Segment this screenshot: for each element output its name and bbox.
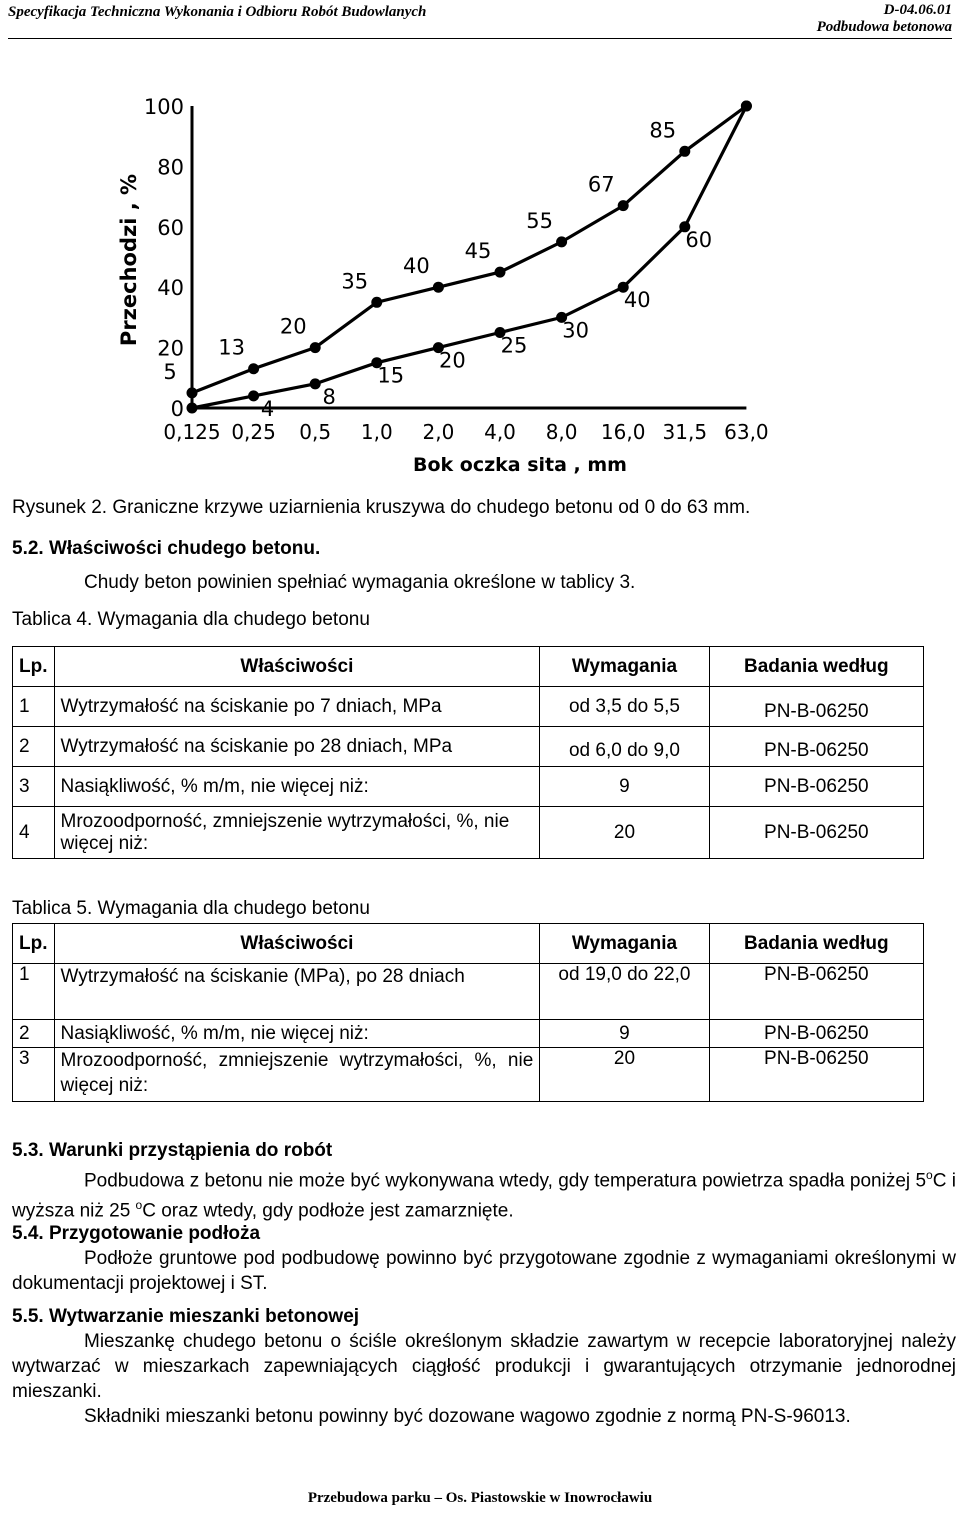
table4-r2-property: Wytrzymałość na ściskanie po 28 dniach, MPa bbox=[54, 727, 540, 767]
table-row bbox=[13, 727, 924, 767]
table5-title: Tablica 5. Wymagania dla chudego betonu bbox=[12, 898, 370, 919]
table4-header-properties: Właściwości bbox=[54, 647, 540, 687]
header-subject: Podbudowa betonowa bbox=[816, 19, 952, 35]
x-tick-label: 63,0 bbox=[724, 420, 769, 444]
table5-r1-test: PN-B-06250 bbox=[709, 964, 923, 1020]
section-5-3-text-a: Podbudowa z betonu nie może być wykonywana wtedy, gdy temperatura powietrza spadła poniżej 5 bbox=[84, 1170, 927, 1192]
table4-r2-lp: 2 bbox=[13, 727, 55, 767]
section-5-5-text-1: Mieszankę chudego betonu o ściśle określonym składzie zawartym w recepcie laboratoryjnej należy wytwarzać w mieszarkach zapewniających ciągłość produkcji i gwarantujących otrzymanie jednorodnej mieszanki. bbox=[12, 1331, 956, 1402]
table5-r3-property: Mrozoodporność, zmniejszenie wytrzymałości, %, nie więcej niż: bbox=[54, 1048, 540, 1102]
data-point-upper bbox=[310, 342, 321, 353]
data-point-upper bbox=[618, 200, 629, 211]
x-tick-label: 4,0 bbox=[484, 420, 516, 444]
section-5-4-heading: 5.4. Przygotowanie podłoża bbox=[12, 1223, 261, 1244]
x-tick-label: 0,25 bbox=[231, 420, 276, 444]
header-divider bbox=[8, 38, 952, 39]
table-row bbox=[13, 1020, 924, 1048]
section-5-3-heading: 5.3. Warunki przystąpienia do robót bbox=[12, 1140, 333, 1161]
data-point-upper bbox=[495, 267, 506, 278]
section-5-5 bbox=[12, 1304, 956, 1429]
table4-r4-property: Mrozoodporność, zmniejszenie wytrzymałości, %, nie więcej niż: bbox=[54, 807, 540, 859]
table4-r4-lp: 4 bbox=[13, 807, 55, 859]
y-tick-label: 0 bbox=[170, 397, 184, 421]
table5-r2-lp: 2 bbox=[13, 1020, 55, 1048]
table4-r1-lp: 1 bbox=[13, 687, 55, 727]
table4-header-tests: Badania według bbox=[709, 647, 923, 687]
section-5-4-text: Podłoże gruntowe pod podbudowę powinno być przygotowane zgodnie z wymaganiami określonymi w dokumentacji projektowej i ST. bbox=[12, 1248, 956, 1294]
table5-r3-lp: 3 bbox=[13, 1048, 55, 1102]
data-label-upper: 35 bbox=[341, 269, 369, 294]
table-row bbox=[13, 964, 924, 1020]
table4-r3-requirement: 9 bbox=[540, 767, 709, 807]
table5 bbox=[12, 923, 924, 1102]
data-point-lower bbox=[310, 378, 321, 389]
header-code-block bbox=[817, 2, 952, 36]
data-label-lower: 15 bbox=[377, 363, 405, 388]
section-5-3-text bbox=[12, 1163, 956, 1224]
table5-r2-test: PN-B-06250 bbox=[709, 1020, 923, 1048]
data-point-lower bbox=[248, 390, 259, 401]
grading-curves-chart bbox=[110, 70, 842, 480]
table4-r3-lp: 3 bbox=[13, 767, 55, 807]
table5-r3-requirement: 20 bbox=[540, 1048, 709, 1102]
data-label-upper: 40 bbox=[403, 254, 430, 279]
table4-r4-requirement: 20 bbox=[540, 807, 709, 859]
y-tick-label: 100 bbox=[143, 95, 184, 119]
table4 bbox=[12, 646, 924, 859]
x-tick-label: 0,5 bbox=[299, 420, 332, 444]
table4-r2-requirement: od 6,0 do 9,0 bbox=[540, 727, 709, 767]
y-tick-label: 40 bbox=[157, 276, 184, 301]
data-label-upper: 13 bbox=[218, 335, 245, 360]
degree-sup-2: o bbox=[135, 1198, 143, 1213]
data-label-lower: 20 bbox=[439, 348, 466, 373]
data-point-upper bbox=[679, 146, 690, 157]
table-row bbox=[13, 1048, 924, 1102]
table4-header-lp: Lp. bbox=[13, 647, 55, 687]
table5-r2-requirement: 9 bbox=[540, 1020, 709, 1048]
figure-caption: Rysunek 2. Graniczne krzywe uziarnienia kruszywa do chudego betonu od 0 do 63 mm. bbox=[12, 497, 751, 518]
table4-title: Tablica 4. Wymagania dla chudego betonu bbox=[12, 609, 370, 630]
table5-r1-lp: 1 bbox=[13, 964, 55, 1020]
data-label-lower: 60 bbox=[685, 227, 713, 252]
data-point-lower bbox=[741, 101, 752, 112]
section-5-2-text: Chudy beton powinien spełniać wymagania określone w tablicy 3. bbox=[84, 572, 636, 593]
x-tick-label: 2,0 bbox=[422, 420, 455, 444]
section-5-3-text-c: C oraz wtedy, gdy podłoże jest zamarznięte. bbox=[142, 1200, 514, 1222]
table5-header-tests: Badania według bbox=[709, 924, 923, 964]
table4-header-row bbox=[13, 647, 924, 687]
x-tick-label: 8,0 bbox=[545, 420, 578, 444]
section-5-3 bbox=[12, 1138, 956, 1224]
section-5-4 bbox=[12, 1221, 956, 1296]
table4-r4-test: PN-B-06250 bbox=[709, 807, 923, 859]
header-document-title: Specyfikacja Techniczna Wykonania i Odbioru Robót Budowlanych bbox=[8, 4, 427, 20]
table4-header-requirements: Wymagania bbox=[540, 647, 709, 687]
x-tick-label: 31,5 bbox=[662, 420, 708, 444]
data-label-lower: 8 bbox=[322, 384, 336, 409]
data-label-lower: 25 bbox=[500, 333, 528, 358]
table5-r1-requirement: od 19,0 do 22,0 bbox=[540, 964, 709, 1020]
data-point-upper bbox=[187, 387, 198, 398]
table4-r3-property: Nasiąkliwość, % m/m, nie więcej niż: bbox=[54, 767, 540, 807]
data-label-upper: 5 bbox=[163, 359, 177, 384]
data-label-upper: 55 bbox=[526, 208, 553, 233]
section-5-5-text-2: Składniki mieszanki betonu powinny być dozowane wagowo zgodnie z normą PN-S-96013. bbox=[84, 1406, 851, 1427]
table4-r1-property: Wytrzymałość na ściskanie po 7 dniach, MPa bbox=[54, 687, 540, 727]
table4-r2-test: PN-B-06250 bbox=[709, 727, 923, 767]
table5-r1-property: Wytrzymałość na ściskanie (MPa), po 28 dniach bbox=[54, 964, 540, 1020]
data-label-upper: 45 bbox=[464, 239, 492, 264]
table-row bbox=[13, 807, 924, 859]
data-label-lower: 30 bbox=[562, 318, 589, 343]
degree-sup-1: o bbox=[926, 1168, 933, 1182]
x-tick-label: 0,125 bbox=[163, 420, 221, 444]
table4-r3-test: PN-B-06250 bbox=[709, 767, 923, 807]
data-point-upper bbox=[248, 363, 259, 374]
data-label-upper: 20 bbox=[279, 314, 307, 339]
data-point-upper bbox=[433, 282, 444, 293]
page-footer: Przebudowa parku – Os. Piastowskie w Inowrocławiu bbox=[307, 1490, 653, 1506]
y-tick-label: 20 bbox=[157, 336, 184, 361]
x-tick-label: 1,0 bbox=[360, 420, 393, 444]
table4-r1-test: PN-B-06250 bbox=[709, 687, 923, 727]
chart-x-axis-label: Bok oczka sita , mm bbox=[412, 454, 628, 476]
section-5-2-heading: 5.2. Właściwości chudego betonu. bbox=[12, 538, 321, 559]
data-label-upper: 85 bbox=[649, 118, 677, 143]
data-label-upper: 67 bbox=[587, 172, 615, 197]
data-point-lower bbox=[187, 403, 198, 414]
data-point-upper bbox=[371, 297, 382, 308]
data-label-lower: 4 bbox=[260, 396, 275, 421]
chart-y-axis-label: Przechodzi , % bbox=[117, 173, 141, 347]
table-row bbox=[13, 687, 924, 727]
section-5-3-text-b: C i wyższa niż 25 bbox=[12, 1170, 956, 1222]
x-tick-label: 16,0 bbox=[600, 420, 646, 444]
section-5-5-heading: 5.5. Wytwarzanie mieszanki betonowej bbox=[12, 1306, 360, 1327]
y-tick-label: 80 bbox=[157, 155, 184, 180]
y-tick-label: 60 bbox=[157, 215, 184, 240]
table5-header-lp: Lp. bbox=[13, 924, 55, 964]
table5-r3-test: PN-B-06250 bbox=[709, 1048, 923, 1102]
header-code: D-04.06.01 bbox=[883, 2, 952, 18]
table-row bbox=[13, 767, 924, 807]
table5-header-row bbox=[13, 924, 924, 964]
table5-header-requirements: Wymagania bbox=[540, 924, 709, 964]
table4-r1-requirement: od 3,5 do 5,5 bbox=[540, 687, 709, 727]
table5-header-properties: Właściwości bbox=[54, 924, 540, 964]
data-point-upper bbox=[556, 236, 567, 247]
table5-r2-property: Nasiąkliwość, % m/m, nie więcej niż: bbox=[54, 1020, 540, 1048]
data-label-lower: 40 bbox=[623, 288, 651, 313]
